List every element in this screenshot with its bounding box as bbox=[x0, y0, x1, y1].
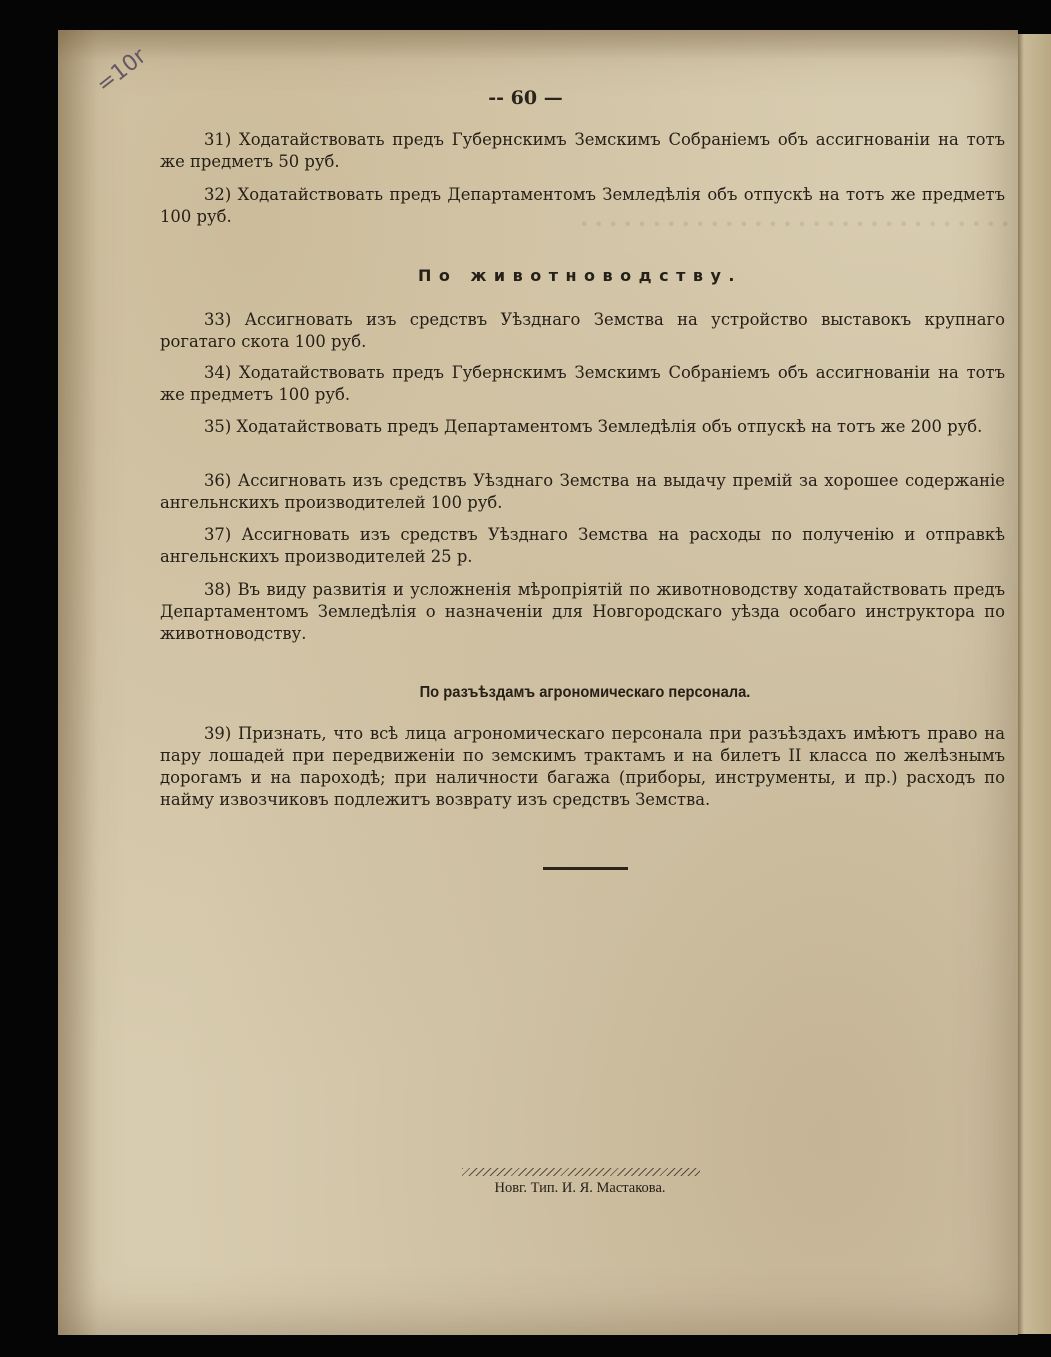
item-39 bbox=[160, 723, 1005, 811]
item-32 bbox=[160, 184, 1005, 228]
section-end-rule bbox=[543, 867, 628, 870]
paragraph-34: 34) Ходатайствовать предъ Губернскимъ Земскимъ Собраніемъ объ ассигнованіи на тотъ же предметъ 100 руб. bbox=[160, 363, 1005, 404]
paragraph-37: 37) Ассигновать изъ средствъ Уѣзднаго Земства на расходы по полученію и отправкѣ ангельнскихъ производителей 25 р. bbox=[160, 525, 1005, 566]
item-35 bbox=[160, 416, 1005, 438]
bleed-through-text: • • • • • • • • • • • • • • • • • • • • • • • • • • • • • • bbox=[579, 215, 1010, 234]
section-heading-livestock: По животноводству. bbox=[418, 266, 742, 285]
paragraph-39: 39) Признать, что всѣ лица агрономическаго персонала при разъѣздахъ имѣютъ право на пару лошадей при передвиженіи по земскимъ трактамъ и на билетъ II класса по желѣзнымъ дорогамъ и на пароходѣ; при наличности багажа (приборы, инструменты, и пр.) расходъ по найму извозчиковъ подлежитъ возврату изъ средствъ Земства. bbox=[160, 724, 1005, 809]
item-38 bbox=[160, 579, 1005, 645]
paragraph-33: 33) Ассигновать изъ средствъ Уѣзднаго Земства на устройство выставокъ крупнаго рогатаго скота 100 руб. bbox=[160, 310, 1005, 351]
item-31 bbox=[160, 129, 1005, 173]
paragraph-38: 38) Въ виду развитія и усложненія мѣропріятій по животноводству ходатайствовать предъ Департаментомъ Земледѣлія о назначеніи для Новгородскаго уѣзда особаго инструктора по животноводству. bbox=[160, 580, 1005, 643]
page-number: -- 60 — bbox=[488, 87, 563, 109]
item-36 bbox=[160, 470, 1005, 514]
imprint-ornament bbox=[462, 1168, 700, 1176]
printer-imprint: Новг. Тип. И. Я. Мастакова. bbox=[494, 1180, 666, 1196]
item-33 bbox=[160, 309, 1005, 353]
paragraph-32: 32) Ходатайствовать предъ Департаментомъ Земледѣлія объ отпускѣ на тотъ же предметъ 100 руб. bbox=[160, 185, 1005, 226]
margin-handwritten-note: =10r bbox=[92, 43, 152, 98]
item-34 bbox=[160, 362, 1005, 406]
item-37 bbox=[160, 524, 1005, 568]
paragraph-31: 31) Ходатайствовать предъ Губернскимъ Земскимъ Собраніемъ объ ассигнованіи на тотъ же предметъ 50 руб. bbox=[160, 130, 1005, 171]
paragraph-35: 35) Ходатайствовать предъ Департаментомъ Земледѣлія объ отпускѣ на тотъ же 200 руб. bbox=[204, 417, 983, 436]
section-heading-travel: По разъѣздамъ агрономическаго персонала. bbox=[419, 684, 751, 701]
paragraph-36: 36) Ассигновать изъ средствъ Уѣзднаго Земства на выдачу премій за хорошее содержаніе ангельнскихъ производителей 100 руб. bbox=[160, 471, 1005, 512]
